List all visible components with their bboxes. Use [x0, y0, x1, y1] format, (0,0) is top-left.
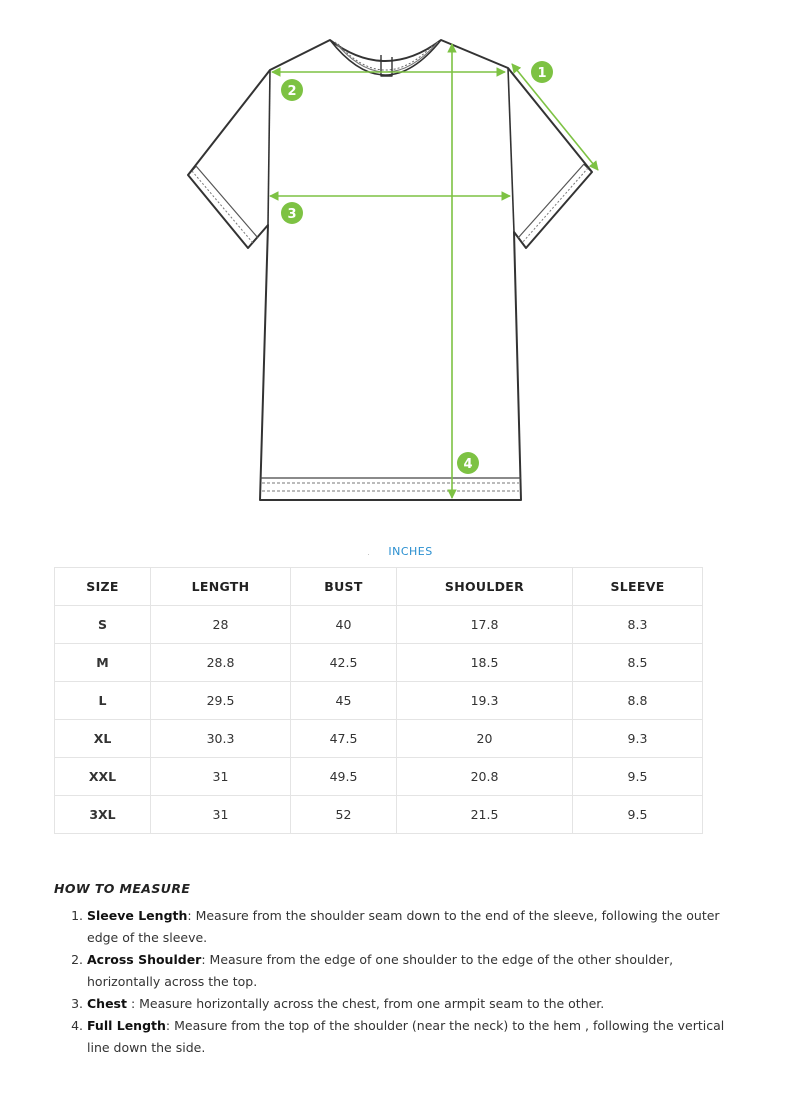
size-cell: S [55, 606, 151, 644]
list-item-text: : Measure horizontally across the chest, from one armpit seam to the other. [126, 996, 605, 1011]
measurement-lines [270, 44, 598, 498]
marker-1 [531, 61, 553, 83]
shoulder-cell: 18.5 [397, 644, 573, 682]
sleeve-cell: 8.8 [573, 682, 703, 720]
table-row [55, 796, 703, 834]
list-item-text: : Measure from the edge of one shoulder to the edge of the other shoulder, horizontally across the top. [87, 952, 674, 989]
size-cell: XXL [55, 758, 151, 796]
size-chart-table [54, 567, 703, 834]
bust-cell: 47.5 [291, 720, 397, 758]
svg-text:1: 1 [537, 66, 547, 81]
dot-icon: . [367, 548, 371, 557]
shoulder-cell: 20 [397, 720, 573, 758]
size-cell: XL [55, 720, 151, 758]
shoulder-cell: 19.3 [397, 682, 573, 720]
bust-cell: 49.5 [291, 758, 397, 796]
length-cell: 31 [151, 796, 291, 834]
unit-label [0, 545, 800, 558]
table-row [55, 606, 703, 644]
list-item [87, 993, 737, 1015]
shoulder-cell: 20.8 [397, 758, 573, 796]
sleeve-cell: 9.3 [573, 720, 703, 758]
size-cell: 3XL [55, 796, 151, 834]
size-cell: L [55, 682, 151, 720]
length-cell: 28.8 [151, 644, 291, 682]
sleeve-cell: 9.5 [573, 796, 703, 834]
sleeve-length-line [512, 64, 598, 170]
bust-cell: 42.5 [291, 644, 397, 682]
table-row [55, 682, 703, 720]
list-item-text: : Measure from the shoulder seam down to the end of the sleeve, following the outer edge of the sleeve. [87, 908, 720, 945]
list-item [87, 905, 737, 949]
header-shoulder: SHOULDER [397, 568, 573, 606]
list-item-term: Across Shoulder [87, 952, 202, 967]
list-item [87, 949, 737, 993]
marker-4 [457, 452, 479, 474]
unit-label-text: INCHES [388, 545, 433, 558]
header-size: SIZE [55, 568, 151, 606]
header-bust: BUST [291, 568, 397, 606]
how-to-measure-title: HOW TO MEASURE [54, 881, 191, 896]
header-sleeve: SLEEVE [573, 568, 703, 606]
table-header-row [55, 568, 703, 606]
length-cell: 28 [151, 606, 291, 644]
table-row [55, 644, 703, 682]
bust-cell: 52 [291, 796, 397, 834]
table-row [55, 720, 703, 758]
bust-cell: 45 [291, 682, 397, 720]
shoulder-cell: 17.8 [397, 606, 573, 644]
how-to-measure-list [54, 905, 737, 1059]
header-length: LENGTH [151, 568, 291, 606]
marker-3 [281, 202, 303, 224]
size-cell: M [55, 644, 151, 682]
list-item-term: Full Length [87, 1018, 166, 1033]
tshirt-outline [188, 40, 592, 500]
list-item [87, 1015, 737, 1059]
svg-text:4: 4 [463, 457, 473, 472]
svg-text:2: 2 [287, 84, 297, 99]
tshirt-diagram [0, 0, 800, 530]
length-cell: 30.3 [151, 720, 291, 758]
length-cell: 29.5 [151, 682, 291, 720]
list-item-term: Sleeve Length [87, 908, 188, 923]
list-item-text: : Measure from the top of the shoulder (near the neck) to the hem , following the vertical line down the side. [87, 1018, 725, 1055]
length-cell: 31 [151, 758, 291, 796]
sleeve-cell: 9.5 [573, 758, 703, 796]
list-item-term: Chest [87, 996, 127, 1011]
table-row [55, 758, 703, 796]
marker-2 [281, 79, 303, 101]
sleeve-cell: 8.3 [573, 606, 703, 644]
sleeve-cell: 8.5 [573, 644, 703, 682]
svg-text:3: 3 [287, 207, 297, 222]
bust-cell: 40 [291, 606, 397, 644]
shoulder-cell: 21.5 [397, 796, 573, 834]
